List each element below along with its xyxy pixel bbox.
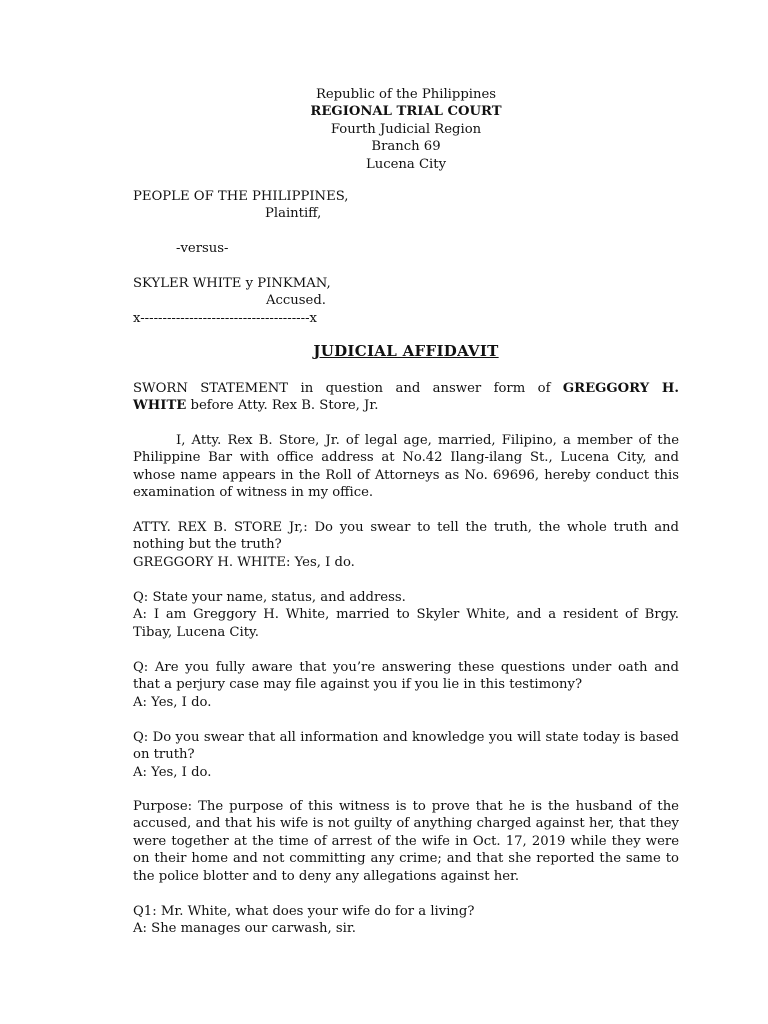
- region-line: Fourth Judicial Region: [330, 121, 482, 137]
- sworn-line-1: SWORN STATEMENT in question and answer form of GREGGORY H.: [133, 381, 679, 396]
- caption-separator: x--------------------------------------x: [133, 310, 317, 326]
- versus-line: -versus-: [176, 241, 229, 257]
- title-text: JUDICIAL AFFIDAVIT: [313, 342, 499, 360]
- accused-role: Accused.: [266, 293, 326, 309]
- city-line: Lucena City: [365, 156, 447, 172]
- q1-block: [133, 903, 679, 938]
- qa-item: [133, 659, 679, 711]
- q1-answer: A: She manages our carwash, sir.: [133, 921, 356, 937]
- question: Q: State your name, status, and address.: [133, 590, 406, 605]
- question: Q: Do you swear that all information and knowledge you will state today is based on truth?: [133, 730, 679, 763]
- answer: A: Yes, I do.: [133, 764, 212, 780]
- sworn-line-2: WHITE before Atty. Rex B. Store, Jr.: [133, 398, 379, 414]
- intro-paragraph: I, Atty. Rex B. Store, Jr. of legal age, married, Filipino, a member of the Philippine Bar with office address at No.42 Ilang-ilang St., Lucena City, and whose name appears in the Roll of Attorneys as No. 69696, hereby conduct this examination of witness in my office.: [133, 433, 679, 501]
- plaintiff-role: Plaintiff,: [265, 206, 322, 222]
- oath-question: ATTY. REX B. STORE Jr,: Do you swear to tell the truth, the whole truth and nothing but the truth?: [133, 520, 679, 553]
- court-header: [133, 86, 679, 173]
- qa-item: [133, 729, 679, 781]
- case-caption: [133, 188, 679, 327]
- plaintiff-name: PEOPLE OF THE PHILIPPINES,: [133, 189, 349, 204]
- q1-question: Q1: Mr. White, what does your wife do for a living?: [133, 904, 475, 919]
- oath-answer: GREGGORY H. WHITE: Yes, I do.: [133, 554, 355, 570]
- branch-line: Branch 69: [371, 139, 441, 155]
- court-name: REGIONAL TRIAL COURT: [310, 104, 502, 120]
- republic-line: Republic of the Philippines: [315, 87, 497, 102]
- question: Q: Are you fully aware that you’re answering these questions under oath and that a perjury case may file against you if you lie in this testimony?: [133, 660, 679, 693]
- answer: A: Yes, I do.: [133, 694, 212, 710]
- oath-block: [133, 519, 679, 571]
- accused-name: SKYLER WHITE y PINKMAN,: [133, 276, 331, 291]
- sworn-statement: [133, 380, 679, 415]
- qa-item: [133, 589, 679, 641]
- purpose-paragraph: Purpose: The purpose of this witness is to prove that he is the husband of the accused, and that his wife is not guilty of anything charged against her, that they were together at the time of arrest of the wife in Oct. 17, 2019 while they were on their home and not committing any crime; and that she reported the same to the police blotter and to deny any allegations against her.: [133, 799, 679, 884]
- document-title: [133, 343, 679, 361]
- answer: A: I am Greggory H. White, married to Skyler White, and a resident of Brgy. Tibay, Lucena City.: [133, 607, 679, 640]
